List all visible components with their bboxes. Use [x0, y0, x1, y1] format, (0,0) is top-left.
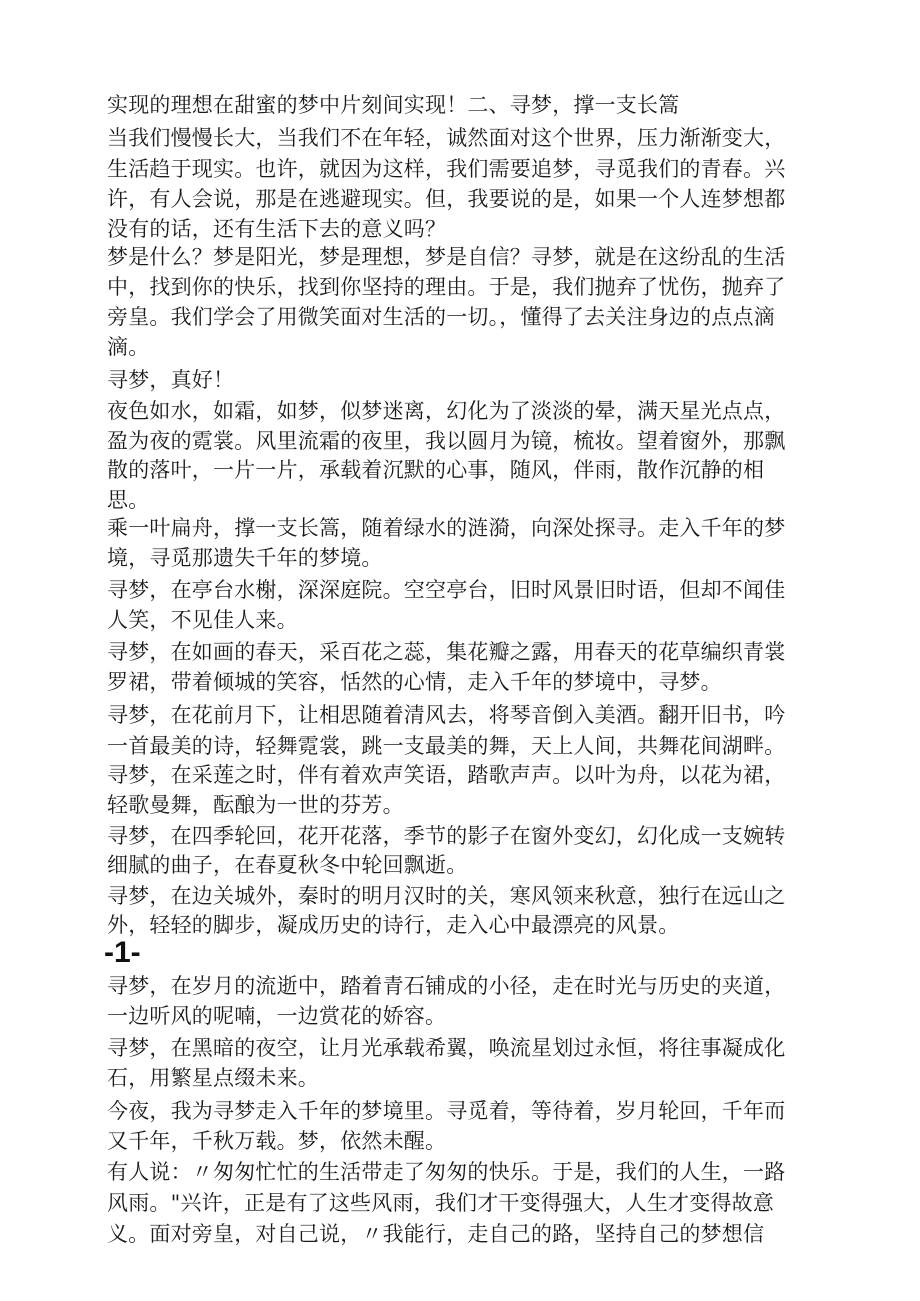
text-line: 义。面对旁皇，对自己说，〃我能行，走自己的路，坚持自己的梦想信 [107, 1222, 765, 1246]
text-line: 中，找到你的快乐，找到你坚持的理由。于是，我们抛弃了忧伤，抛弃了 [107, 275, 786, 299]
text-line: 寻梦，在四季轮回，花开花落，季节的影子在窗外变幻，幻化成一支婉转 [107, 824, 786, 848]
text-line: 寻梦，在采莲之时，伴有着欢声笑语，踏歌声声。以叶为舟，以花为裙， [107, 763, 786, 787]
text-line: 许，有人会说，那是在逃避现实。但，我要说的是，如果一个人连梦想都 [107, 187, 786, 211]
text-line: 风雨。"兴许，正是有了这些风雨，我们才干变得强大，人生才变得故意 [107, 1191, 775, 1215]
text-line: 寻梦，在黑暗的夜空，让月光承载希翼，唤流星划过永恒，将往事凝成化 [107, 1036, 786, 1060]
text-line: 外，轻轻的脚步，凝成历史的诗行，走入心中最漂亮的风景。 [107, 913, 680, 937]
text-line: 一边听风的呢喃，一边赏花的娇容。 [107, 1004, 447, 1028]
text-line: 梦是什么？梦是阳光，梦是理想，梦是自信？寻梦，就是在这纷乱的生活 [107, 245, 786, 269]
text-line: 盈为夜的霓裳。风里流霜的夜里，我以圆月为镜，梳妆。望着窗外，那飘 [107, 429, 786, 453]
text-line: 旁皇。我们学会了用微笑面对生活的一切。，懂得了去关注身边的点点滴 [107, 305, 775, 329]
text-line: 石，用繁星点缀未来。 [107, 1066, 319, 1090]
text-line: 滴。 [107, 335, 150, 359]
text-line: 寻梦，在花前月下，让相思随着清风去，将琴音倒入美酒。翻开旧书，吟 [107, 703, 786, 727]
text-line: 寻梦，在如画的春天，采百花之蕊，集花瓣之露，用春天的花草编织青裳 [107, 640, 786, 664]
text-line: 又千年，千秋万载。梦，依然未醒。 [107, 1129, 447, 1153]
text-line: 没有的话，还有生活下去的意义吗？ [107, 217, 447, 241]
page-number: -1- [104, 936, 141, 969]
text-line: 寻梦，在亭台水榭，深深庭院。空空亭台，旧时风景旧时语，但却不闻佳 [107, 578, 786, 602]
text-line: 思。 [107, 488, 150, 512]
text-line: 今夜，我为寻梦走入千年的梦境里。寻觅着，等待着，岁月轮回，千年而 [107, 1099, 786, 1123]
text-line: 细腻的曲子，在春夏秋冬中轮回飘逝。 [107, 853, 468, 877]
text-line: 寻梦，在边关城外，秦时的明月汉时的关，寒风领来秋意，独行在远山之 [107, 884, 786, 908]
text-line: 境，寻觅那遗失千年的梦境。 [107, 546, 383, 570]
text-line: 散的落叶，一片一片，承载着沉默的心事，随风，伴雨，散作沉静的相 [107, 458, 765, 482]
text-line: 乘一叶扁舟，撑一支长篙，随着绿水的涟漪，向深处探寻。走入千年的梦 [107, 516, 786, 540]
text-line: 生活趋于现实。也许，就因为这样，我们需要追梦，寻觅我们的青春。兴 [107, 157, 786, 181]
text-line: 寻梦，在岁月的流逝中，踏着青石铺成的小径，走在时光与历史的夹道， [107, 974, 786, 998]
text-line: 罗裙，带着倾城的笑容，恬然的心情，走入千年的梦境中，寻梦。 [107, 670, 722, 694]
text-line: 轻歌曼舞，酝酿为一世的芬芳。 [107, 793, 404, 817]
text-line: 有人说：〃匆匆忙忙的生活带走了匆匆的快乐。于是，我们的人生，一路 [107, 1160, 786, 1184]
text-line: 当我们慢慢长大，当我们不在年轻，诚然面对这个世界，压力渐渐变大， [107, 126, 786, 150]
text-line: 寻梦，真好！ [107, 368, 235, 392]
text-line: 实现的理想在甜蜜的梦中片刻间实现！二、寻梦，撑一支长篙 [107, 93, 680, 117]
text-line: 一首最美的诗，轻舞霓裳，跳一支最美的舞，天上人间，共舞花间湖畔。 [107, 734, 786, 758]
text-line: 夜色如水，如霜，如梦，似梦迷离，幻化为了淡淡的晕，满天星光点点， [107, 399, 786, 423]
text-line: 人笑，不见佳人来。 [107, 608, 298, 632]
